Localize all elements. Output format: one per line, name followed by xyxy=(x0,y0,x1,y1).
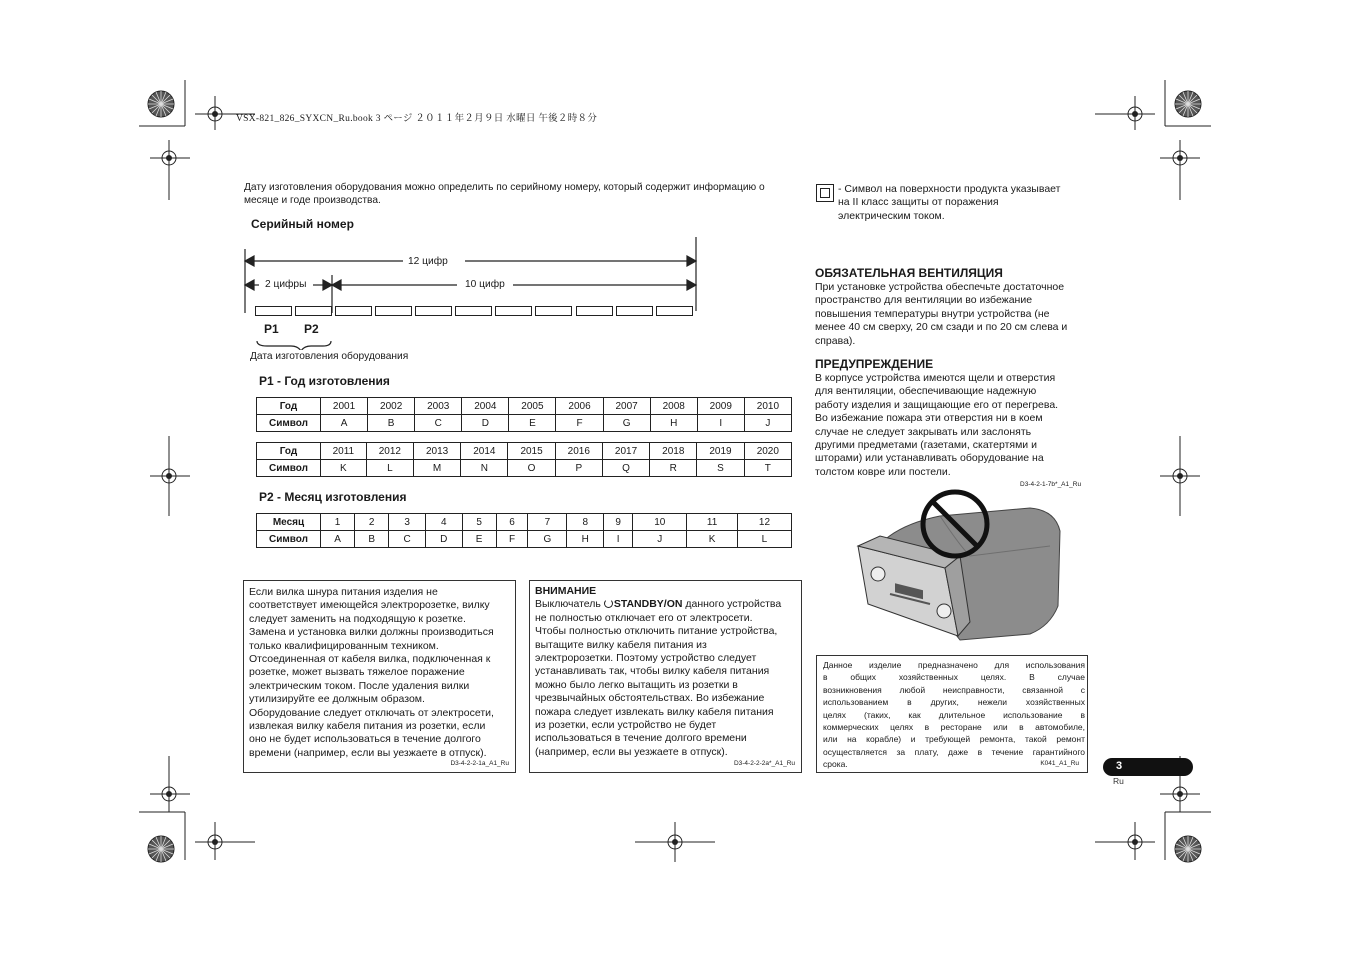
symbol-cell: B xyxy=(355,531,389,548)
year-cell: 2009 xyxy=(697,398,744,415)
symbol-cell: F xyxy=(556,415,603,432)
serial-digit-box xyxy=(375,306,412,316)
symbol-cell: G xyxy=(603,415,650,432)
table-row xyxy=(257,514,792,531)
power-plug-notice xyxy=(243,580,516,773)
year-cell: 2013 xyxy=(413,443,460,460)
year-cell: 2003 xyxy=(415,398,462,415)
symbol-cell: C xyxy=(389,531,426,548)
symbol-cell: Q xyxy=(602,460,649,477)
year-table-1 xyxy=(256,397,792,432)
serial-digit-box xyxy=(535,306,572,316)
symbol-cell: N xyxy=(461,460,508,477)
intro-text: Дату изготовления оборудования можно определить по серийному номеру, который содержит информацию о месяце и годе производства. xyxy=(244,182,765,207)
year-heading: P1 - Год изготовления xyxy=(259,374,390,388)
month-cell: 6 xyxy=(496,514,528,531)
doc-code: D3-4-2-2-1a_A1_Ru xyxy=(450,760,509,767)
page-number-badge xyxy=(1103,758,1193,776)
symbol-cell: E xyxy=(462,531,496,548)
month-cell: 10 xyxy=(633,514,687,531)
serial-digit-box xyxy=(495,306,532,316)
symbol-cell: J xyxy=(744,415,791,432)
row-label: Символ xyxy=(257,460,321,477)
year-cell: 2001 xyxy=(321,398,368,415)
ten-digits-label: 10 цифр xyxy=(465,279,505,290)
year-cell: 2020 xyxy=(744,443,791,460)
row-label: Месяц xyxy=(257,514,321,531)
row-label: Год xyxy=(257,398,321,415)
ventilation-heading: ОБЯЗАТЕЛЬНАЯ ВЕНТИЛЯЦИЯ xyxy=(815,266,1003,280)
symbol-cell: S xyxy=(697,460,744,477)
symbol-cell: I xyxy=(604,531,633,548)
year-cell: 2014 xyxy=(461,443,508,460)
row-label: Символ xyxy=(257,531,321,548)
symbol-cell: D xyxy=(425,531,462,548)
symbol-cell: H xyxy=(650,415,697,432)
ventilation-text: При установке устройства обеспечьте достаточное пространство для вентиляции во избежание повышения температуры внутри устройства (не менее 40 см сверху, 20 см сзади и по 20 см слева и справа). xyxy=(815,281,1068,347)
symbol-cell: L xyxy=(737,531,791,548)
caution-title: ВНИМАНИЕ xyxy=(535,585,597,597)
symbol-cell: C xyxy=(415,415,462,432)
notice-text: ВНИМАНИЕ Выключатель STANDBY/ON данного устройства не полностью отключает его от электросети. Чтобы полностью отключить питание устройства, вытащите вилку кабеля питания из электророзетки. Поэтому устройство следует устанавливать так, чтобы вилку кабеля питания можно было легко вытащить из розетки в чрезвычайных обстоятельствах. Во избежание пожара следует извлекать вилку кабеля питания из розетки, если устройство не будет использоваться в течение долгого времени (например, если вы уезжаете в отпуск). xyxy=(535,585,801,759)
symbol-cell: J xyxy=(633,531,687,548)
symbol-cell: P xyxy=(555,460,602,477)
p1-label: P1 xyxy=(264,322,279,336)
year-cell: 2017 xyxy=(602,443,649,460)
year-cell: 2005 xyxy=(509,398,556,415)
year-cell: 2011 xyxy=(321,443,367,460)
symbol-cell: D xyxy=(462,415,509,432)
month-cell: 12 xyxy=(737,514,791,531)
class-ii-text: - Символ на поверхности продукта указывает на II класс защиты от поражения электрическим током. xyxy=(838,183,1061,222)
symbol-cell: E xyxy=(509,415,556,432)
book-header-line: VSX-821_826_SYXCN_Ru.book 3 ページ ２０１１年２月９日 水曜日 午後２時８分 xyxy=(236,114,598,124)
notice-text: Данное изделие предназначено для использования в общих хозяйственных целях. В случае возникновения любой неисправности, связанной с использованием в других, нежели хозяйственных целях (таких, как длительное использование в коммерческих целях в ресторане или в автомобиле, или на корабле) и требующей ремонта, такой ремонт осуществляется за плату, даже в течение гарантийного срока. xyxy=(823,660,1085,770)
month-cell: 4 xyxy=(425,514,462,531)
warning-heading: ПРЕДУПРЕЖДЕНИЕ xyxy=(815,357,934,371)
table-row xyxy=(257,531,792,548)
month-cell: 2 xyxy=(355,514,389,531)
symbol-cell: T xyxy=(744,460,791,477)
warning-text: В корпусе устройства имеются щели и отверстия для вентиляции, обеспечивающие надежную работу изделия и защищающие его от перегрева. Во избежание пожара эти отверстия ни в коем случае не следует закрывать или заслонять другими предметами (газетами, скатертями и шторами) или устанавливать оборудование на толстом ковре или постели. xyxy=(815,372,1059,478)
year-cell: 2004 xyxy=(462,398,509,415)
serial-digit-box xyxy=(335,306,372,316)
symbol-cell: H xyxy=(567,531,604,548)
symbol-cell: B xyxy=(368,415,415,432)
month-cell: 5 xyxy=(462,514,496,531)
month-cell: 11 xyxy=(687,514,738,531)
year-cell: 2019 xyxy=(697,443,744,460)
doc-code: D3-4-2-1-7b*_A1_Ru xyxy=(1020,481,1082,488)
page-number: 3 xyxy=(1116,760,1123,772)
serial-digit-box xyxy=(455,306,492,316)
table-row xyxy=(257,415,792,432)
symbol-cell: I xyxy=(697,415,744,432)
symbol-cell: K xyxy=(321,460,367,477)
month-cell: 8 xyxy=(567,514,604,531)
class-ii-double-square-icon xyxy=(816,184,834,202)
table-row xyxy=(257,460,792,477)
serial-digit-box xyxy=(616,306,653,316)
year-cell: 2006 xyxy=(556,398,603,415)
year-cell: 2010 xyxy=(744,398,791,415)
year-table-2 xyxy=(256,442,792,477)
serial-digit-box xyxy=(295,306,332,316)
month-heading: P2 - Месяц изготовления xyxy=(259,490,407,504)
household-use-notice xyxy=(816,655,1088,773)
year-cell: 2018 xyxy=(650,443,697,460)
serial-digit-box xyxy=(576,306,613,316)
month-cell: 9 xyxy=(604,514,633,531)
notice-text: Если вилка шнура питания изделия не соответствует имеющейся электророзетке, вилку следует заменить на подходящую к розетке. Замена и установка вилки должны производиться только квалифицированным техником. Отсоединенная от кабеля вилка, подключенная к розетке, может вызвать тяжелое поражение электрическим током. После удаления вилки утилизируйте ее должным образом. Оборудование следует отключать от электросети, извлекая вилку кабеля питания из розетки, если оно не будет использоваться в течение долгого времени (например, если вы уезжаете в отпуск). xyxy=(249,586,494,759)
year-cell: 2016 xyxy=(555,443,602,460)
symbol-cell: A xyxy=(321,531,355,548)
month-cell: 1 xyxy=(321,514,355,531)
symbol-cell: A xyxy=(321,415,368,432)
row-label: Год xyxy=(257,443,321,460)
symbol-cell: O xyxy=(508,460,555,477)
year-cell: 2008 xyxy=(650,398,697,415)
year-cell: 2012 xyxy=(366,443,413,460)
year-cell: 2015 xyxy=(508,443,555,460)
year-cell: 2007 xyxy=(603,398,650,415)
language-label: Ru xyxy=(1113,776,1124,786)
month-cell: 3 xyxy=(389,514,426,531)
serial-heading: Серийный номер xyxy=(251,217,354,231)
power-icon xyxy=(604,599,613,608)
serial-digit-box xyxy=(415,306,452,316)
caution-notice xyxy=(529,580,802,773)
month-table xyxy=(256,513,792,548)
table-row xyxy=(257,398,792,415)
symbol-cell: G xyxy=(528,531,567,548)
table-row xyxy=(257,443,792,460)
two-digits-label: 2 цифры xyxy=(265,279,307,290)
row-label: Символ xyxy=(257,415,321,432)
symbol-cell: R xyxy=(650,460,697,477)
doc-code: K041_A1_Ru xyxy=(1040,760,1079,767)
serial-digit-box xyxy=(656,306,693,316)
manufacture-date-caption: Дата изготовления оборудования xyxy=(250,351,409,362)
symbol-cell: F xyxy=(496,531,528,548)
month-cell: 7 xyxy=(528,514,567,531)
symbol-cell: K xyxy=(687,531,738,548)
twelve-digits-label: 12 цифр xyxy=(408,256,448,267)
symbol-cell: M xyxy=(413,460,460,477)
covered-receiver-prohibited-illustration xyxy=(850,486,1070,646)
symbol-cell: L xyxy=(366,460,413,477)
p2-label: P2 xyxy=(304,322,319,336)
doc-code: D3-4-2-2-2a*_A1_Ru xyxy=(733,760,795,767)
serial-digit-box xyxy=(255,306,292,316)
year-cell: 2002 xyxy=(368,398,415,415)
